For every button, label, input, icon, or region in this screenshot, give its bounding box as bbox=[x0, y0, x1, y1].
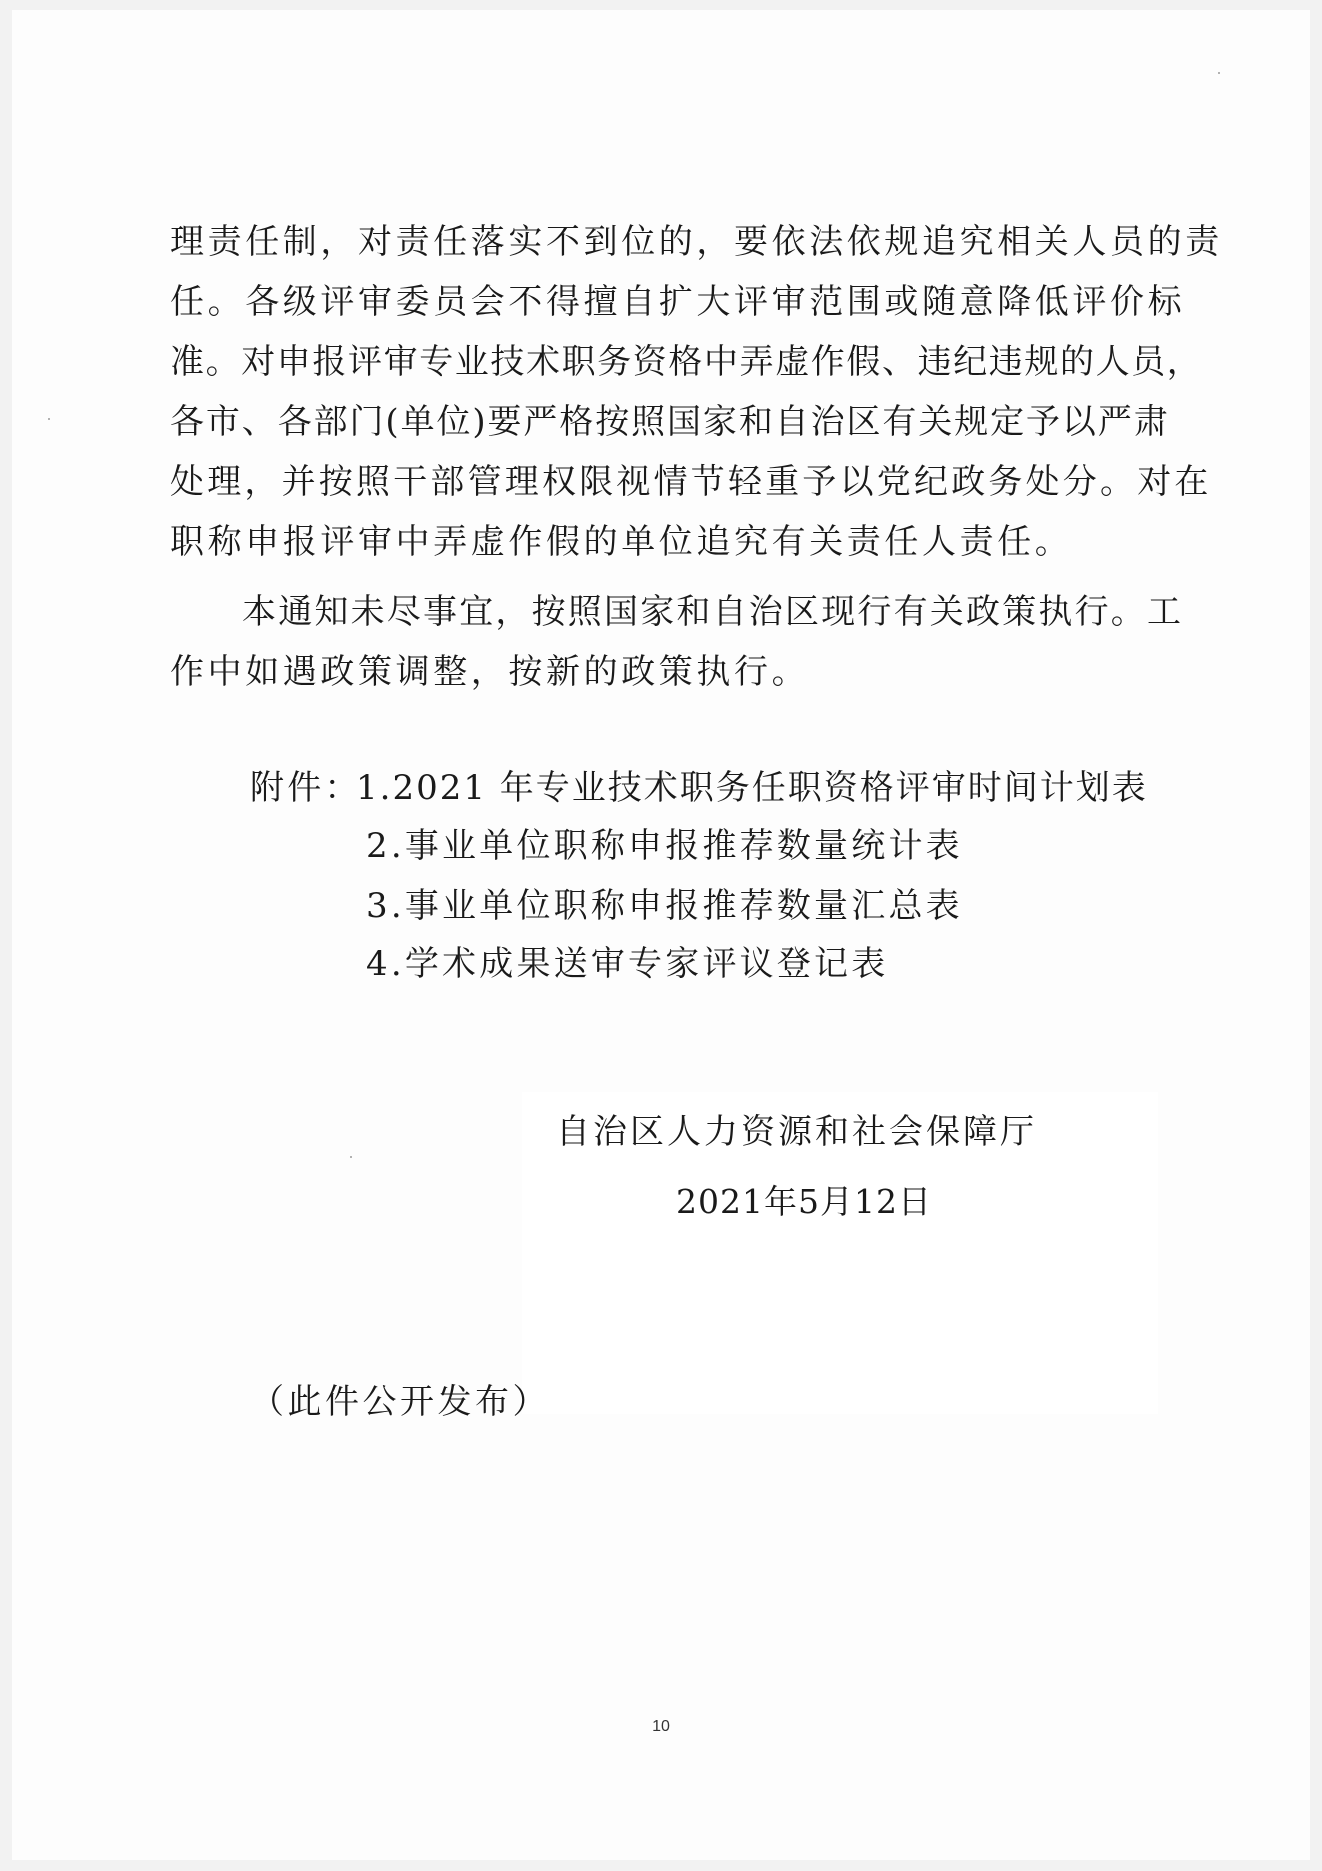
issue-date: 2021年5月12日 bbox=[676, 1182, 932, 1221]
body-line-4: 各市、各部门(单位)要严格按照国家和自治区有关规定予以严肃 bbox=[170, 402, 1170, 442]
body-line-8: 作中如遇政策调整，按新的政策执行。 bbox=[170, 652, 810, 692]
body-line-6: 职称申报评审中弄虚作假的单位追究有关责任人责任。 bbox=[170, 522, 1073, 562]
attachment-item: 3.事业单位职称申报推荐数量汇总表 bbox=[366, 886, 963, 926]
attachment-item: 4.学术成果送审专家评议登记表 bbox=[366, 944, 889, 984]
attachment-item: 1.2021 年专业技术职务任职资格评审时间计划表 bbox=[356, 768, 1148, 808]
body-line-3: 准。对申报评审专业技术职务资格中弄虚作假、违纪违规的人员， bbox=[170, 342, 1203, 382]
body-line-5: 处理，并按照干部管理权限视情节轻重予以党纪政务处分。对在 bbox=[170, 462, 1212, 502]
body-line-2: 任。各级评审委员会不得擅自扩大评审范围或随意降低评价标 bbox=[170, 282, 1186, 322]
scan-speck bbox=[1218, 72, 1220, 74]
body-line-7: 本通知未尽事宜，按照国家和自治区现行有关政策执行。工 bbox=[242, 592, 1184, 632]
page-number: 10 bbox=[652, 1718, 670, 1735]
public-release-note: （此件公开发布） bbox=[250, 1382, 550, 1422]
scan-speck bbox=[350, 1156, 352, 1158]
scan-speck bbox=[48, 418, 50, 420]
body-line-1: 理责任制，对责任落实不到位的，要依法依规追究相关人员的责 bbox=[170, 222, 1223, 262]
attachment-item: 2.事业单位职称申报推荐数量统计表 bbox=[366, 826, 963, 866]
attachments-label: 附件： bbox=[250, 768, 362, 808]
issuing-organization: 自治区人力资源和社会保障厅 bbox=[556, 1112, 1037, 1152]
